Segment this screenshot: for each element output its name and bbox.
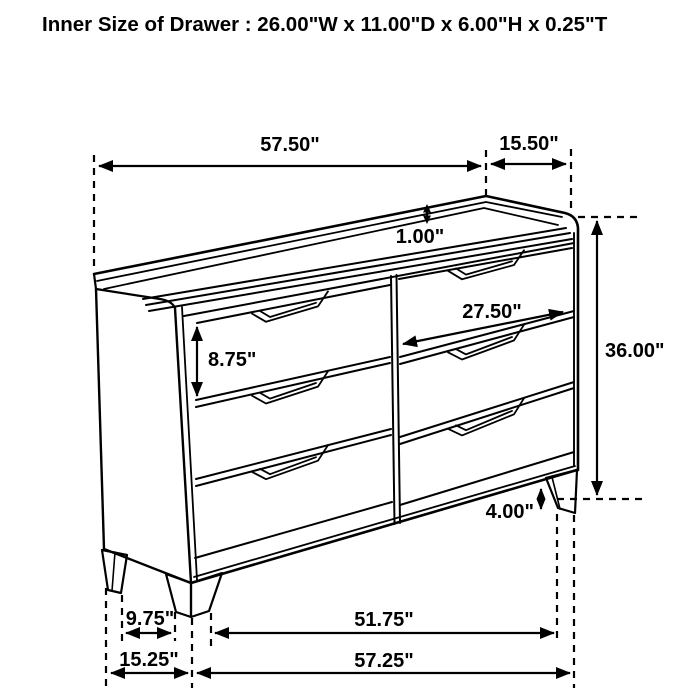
drawer-edge — [400, 388, 574, 444]
dim-label-base-depth: 15.25" — [119, 649, 179, 671]
side-panel-left-edge — [96, 289, 104, 549]
front-corner-edge — [175, 308, 191, 583]
dim-label-leg-span: 51.75" — [354, 609, 414, 631]
dim-label-top-lip: 1.00" — [395, 226, 445, 248]
leg-edge — [112, 552, 115, 591]
dim-label-leg-gap: 9.75" — [125, 608, 175, 630]
dim-label-overall-height: 36.00" — [605, 340, 665, 362]
drawer-handle-notch — [252, 371, 328, 403]
side-panel-top-edge — [96, 289, 175, 308]
drawer-edge — [196, 429, 391, 479]
dim-label-top-width: 57.50" — [260, 134, 320, 156]
dresser-top-outline — [94, 196, 578, 470]
front-bottom-edge — [191, 470, 577, 583]
top-left-end-edge — [94, 274, 96, 289]
center-divider-right — [397, 275, 401, 523]
drawer-edge — [196, 435, 391, 486]
right-drawer-column — [399, 248, 574, 505]
top-front-thickness-a — [146, 233, 570, 305]
left-drawer-column — [195, 285, 392, 558]
dim-label-leg-height: 4.00" — [485, 501, 534, 523]
drawer-edge — [400, 382, 574, 437]
dim-label-base-width: 57.25" — [354, 650, 414, 672]
leg-front-right — [546, 470, 577, 513]
dresser-body — [94, 196, 578, 617]
drawer-edge — [195, 502, 392, 558]
dim-label-drawer-width: 27.50" — [462, 301, 522, 323]
dim-label-top-depth: 15.50" — [499, 133, 559, 155]
diagram-title: Inner Size of Drawer : 26.00"W x 11.00"D x 6.00"H x 0.25"T — [42, 13, 608, 36]
dim-label-drawer-height: 8.75" — [208, 349, 257, 371]
center-divider-left — [391, 276, 395, 524]
top-tray-floor-edge — [104, 208, 558, 289]
